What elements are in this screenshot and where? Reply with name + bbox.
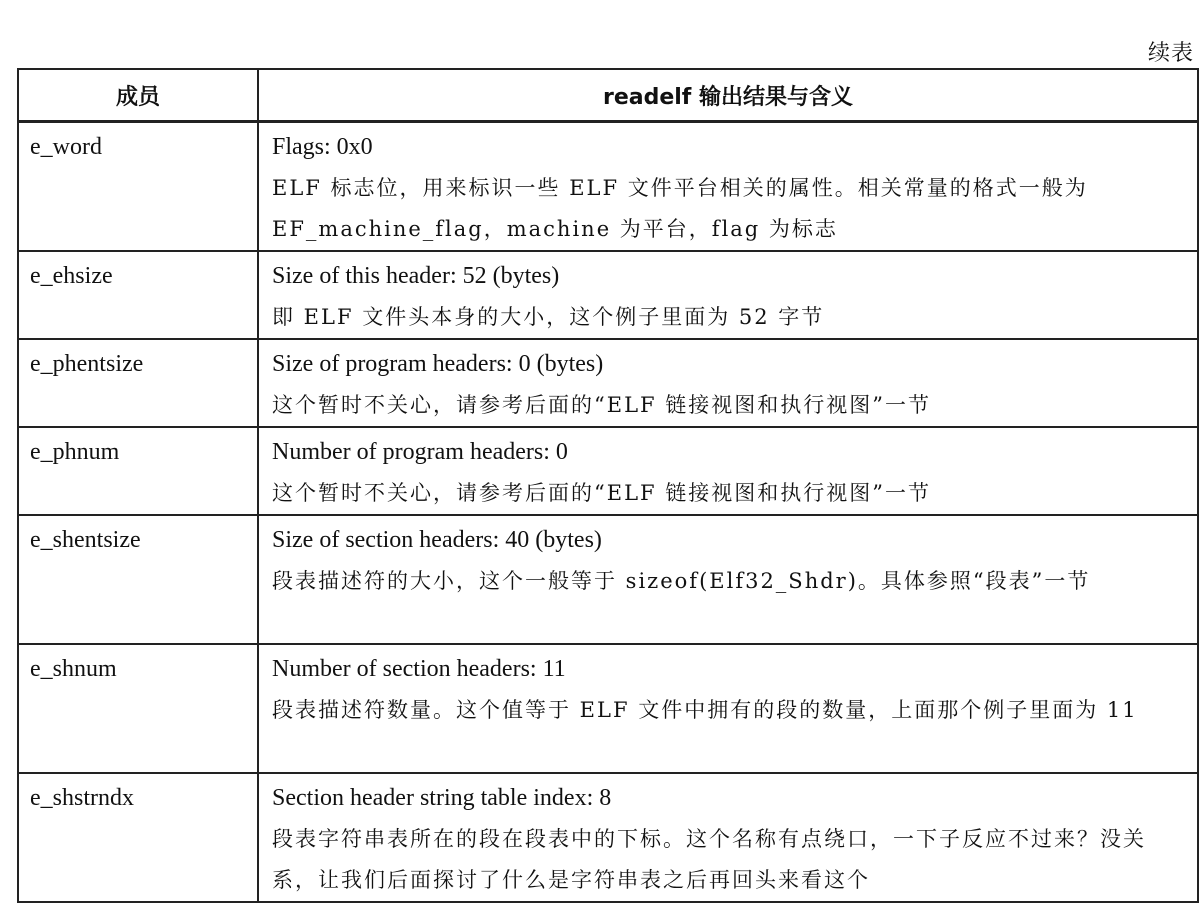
table-row — [18, 427, 1198, 515]
readelf-output: Size of this header: 52 (bytes) — [272, 263, 560, 289]
meaning-text: 段表描述符的大小，这个一般等于 sizeof(Elf32_Shdr)。具体参照“段表”一节 — [272, 569, 1091, 593]
output-cell — [258, 773, 1198, 902]
meaning-text: ELF 标志位，用来标识一些 ELF 文件平台相关的属性。相关常量的格式一般为 EF_machine_flag，machine 为平台，flag 为标志 — [272, 176, 1088, 241]
output-cell — [258, 339, 1198, 427]
meaning-text: 段表描述符数量。这个值等于 ELF 文件中拥有的段的数量，上面那个例子里面为 11 — [272, 698, 1138, 722]
readelf-output: Section header string table index: 8 — [272, 785, 612, 811]
table-row — [18, 122, 1198, 252]
column-header-member: 成员 — [18, 69, 258, 122]
output-cell — [258, 515, 1198, 644]
meaning-text: 这个暂时不关心，请参考后面的“ELF 链接视图和执行视图”一节 — [272, 481, 931, 505]
table-row — [18, 773, 1198, 902]
member-cell: e_shentsize — [18, 515, 258, 644]
continued-label: 续表 — [1147, 41, 1194, 66]
member-cell: e_word — [18, 122, 258, 252]
output-cell — [258, 644, 1198, 773]
meaning-text: 段表字符串表所在的段在段表中的下标。这个名称有点绕口，一下子反应不过来？没关系，让我们后面探讨了什么是字符串表之后再回头来看这个 — [272, 827, 1146, 892]
column-header-output: readelf 输出结果与含义 — [258, 69, 1198, 122]
readelf-output: Number of program headers: 0 — [272, 439, 568, 465]
member-cell: e_shnum — [18, 644, 258, 773]
readelf-output: Size of program headers: 0 (bytes) — [272, 351, 604, 377]
meaning-text: 即 ELF 文件头本身的大小，这个例子里面为 52 字节 — [272, 305, 825, 329]
table-header-row — [18, 69, 1198, 122]
table-row — [18, 251, 1198, 339]
table-row — [18, 339, 1198, 427]
meaning-text: 这个暂时不关心，请参考后面的“ELF 链接视图和执行视图”一节 — [272, 393, 931, 417]
member-cell: e_ehsize — [18, 251, 258, 339]
table-row — [18, 644, 1198, 773]
member-cell: e_shstrndx — [18, 773, 258, 902]
output-cell — [258, 251, 1198, 339]
elf-header-members-table — [17, 68, 1199, 903]
readelf-output: Flags: 0x0 — [272, 134, 373, 160]
member-cell: e_phnum — [18, 427, 258, 515]
member-cell: e_phentsize — [18, 339, 258, 427]
table-row — [18, 515, 1198, 644]
readelf-output: Size of section headers: 40 (bytes) — [272, 527, 602, 553]
output-cell — [258, 427, 1198, 515]
output-cell — [258, 122, 1198, 252]
readelf-output: Number of section headers: 11 — [272, 656, 566, 682]
